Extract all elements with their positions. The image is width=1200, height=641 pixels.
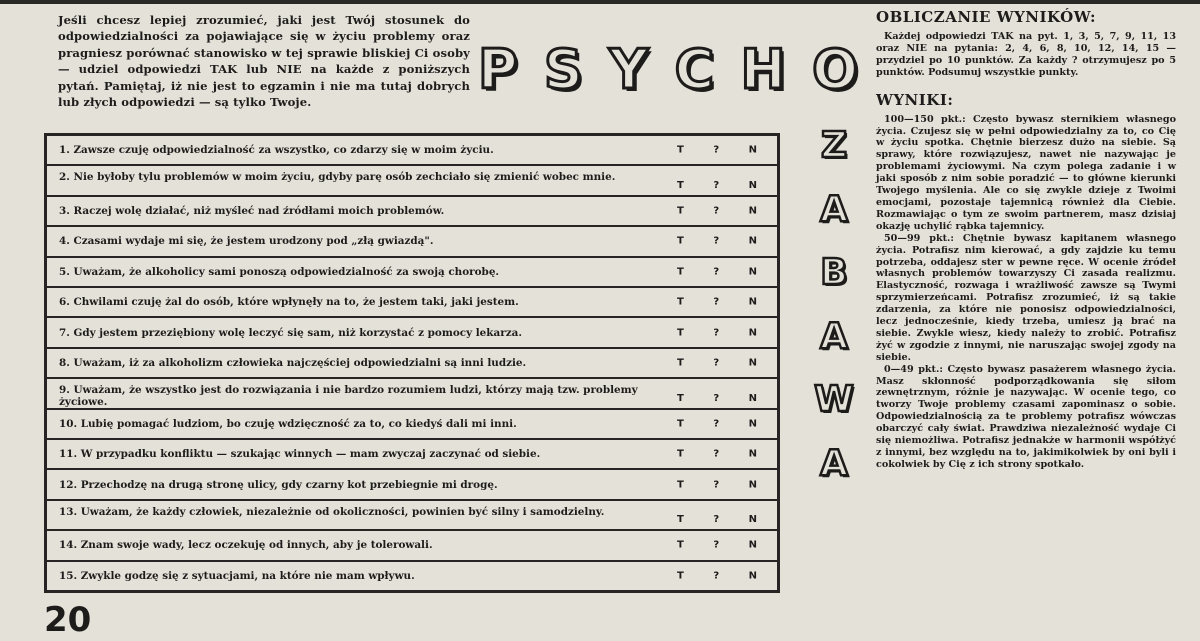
question-row (47, 164, 777, 194)
question-text: 14. Znam swoje wady, lecz oczekuję od innych, aby je tolerowali. (59, 539, 433, 552)
question-row (47, 468, 777, 498)
question-row (47, 195, 777, 225)
answer-options (677, 540, 757, 551)
answer-options (677, 266, 757, 277)
answer-options (677, 449, 757, 460)
question-row (47, 499, 777, 529)
answer-yes[interactable]: T (677, 327, 684, 339)
answer-unsure[interactable]: ? (713, 357, 720, 369)
answer-unsure[interactable]: ? (713, 235, 720, 247)
vertical-letter: A (820, 315, 848, 357)
question-row (47, 529, 777, 559)
question-text: 3. Raczej wolę działać, niż myśleć nad źródłami moich problemów. (59, 205, 445, 218)
answer-unsure[interactable]: ? (713, 296, 720, 308)
question-text: 15. Zwykle godzę się z sytuacjami, na które nie mam wpływu. (59, 569, 415, 582)
scoring-heading: OBLICZANIE WYNIKÓW: (876, 8, 1097, 26)
answer-no[interactable]: N (748, 514, 757, 526)
title-letter: Y (609, 38, 649, 101)
answer-yes[interactable]: T (677, 570, 684, 582)
question-text: 12. Przechodzę na drugą stronę ulicy, gdy czarny kot przebiegnie mi drogę. (59, 478, 498, 491)
answer-no[interactable]: N (748, 205, 757, 217)
title-letter: H (740, 38, 786, 101)
answer-yes[interactable]: T (677, 514, 684, 526)
answer-unsure[interactable]: ? (713, 448, 720, 460)
answer-no[interactable]: N (748, 327, 757, 339)
answer-unsure[interactable]: ? (713, 418, 720, 430)
answer-unsure[interactable]: ? (713, 539, 720, 551)
answer-options (677, 418, 757, 429)
answer-options (677, 570, 757, 581)
question-row (47, 438, 777, 468)
answer-no[interactable]: N (748, 357, 757, 369)
zabawa-vertical-title (812, 125, 856, 485)
answer-options (677, 327, 757, 338)
question-text: 2. Nie byłoby tylu problemów w moim życiu, gdyby parę osób zechciało się zmienić wobec mnie. (59, 171, 616, 184)
answer-options (677, 206, 757, 217)
title-letter: S (543, 38, 583, 101)
question-row (47, 347, 777, 377)
answer-yes[interactable]: T (677, 179, 684, 191)
answer-no[interactable]: N (748, 479, 757, 491)
answer-yes[interactable]: T (677, 144, 684, 156)
title-letter: O (812, 38, 858, 101)
vertical-letter: A (820, 188, 848, 230)
answer-no[interactable]: N (748, 539, 757, 551)
answer-options (677, 297, 757, 308)
answer-yes[interactable]: T (677, 235, 684, 247)
answer-options (677, 180, 757, 191)
vertical-letter: Z (820, 125, 848, 166)
question-row (47, 560, 777, 590)
question-text: 8. Uważam, iż za alkoholizm człowieka najczęściej odpowiedzialni są inni ludzie. (59, 357, 527, 370)
answer-yes[interactable]: T (677, 392, 684, 404)
answer-yes[interactable]: T (677, 418, 684, 430)
question-text: 10. Lubię pomagać ludziom, bo czuję wdzięczność za to, co kiedyś dali mi inni. (59, 417, 517, 430)
answer-options (677, 145, 757, 156)
question-text: 7. Gdy jestem przeziębiony wolę leczyć się sam, niż korzystać z pomocy lekarza. (59, 326, 522, 339)
answer-yes[interactable]: T (677, 479, 684, 491)
answer-unsure[interactable]: ? (713, 327, 720, 339)
answer-yes[interactable]: T (677, 448, 684, 460)
title-letter: C (674, 38, 715, 101)
question-text: 11. W przypadku konfliktu — szukając winnych — mam zwyczaj zaczynać od siebie. (59, 448, 541, 461)
results-heading: WYNIKI: (876, 90, 954, 109)
title-letter: P (478, 38, 518, 101)
answer-no[interactable]: N (748, 392, 757, 404)
question-row (47, 256, 777, 286)
answer-no[interactable]: N (748, 570, 757, 582)
answer-yes[interactable]: T (677, 205, 684, 217)
answer-unsure[interactable]: ? (713, 392, 720, 404)
questionnaire-table (44, 133, 780, 593)
results-text (876, 114, 1176, 471)
vertical-letter: B (820, 252, 848, 294)
question-row (47, 377, 777, 407)
result-paragraph-high: 100—150 pkt.: Często bywasz sternikiem własnego życia. Czujesz się w pełni odpowiedzialny za to, co Cię w życiu spotka. Chętnie bierzesz dużo na siebie. Są sprawy, które rozwiązujesz, nawet nie nazywając je problemami życiowymi. Na czym polega zadanie i w jaki sposób z nim sobie poradzić — to główne kierunki Twojego myślenia. Ale co się zwykle dzieje z Twoimi emocjami, pozostaje tajemnicą również dla Ciebie. Rozmawiając o tym ze swoim partnerem, masz dzisiaj okazję uchylić rąbka tajemnicy. (876, 113, 1176, 232)
question-text: 5. Uważam, że alkoholicy sami ponoszą odpowiedzialność za swoją chorobę. (59, 265, 500, 278)
answer-options (677, 393, 757, 404)
answer-unsure[interactable]: ? (713, 266, 720, 278)
answer-unsure[interactable]: ? (713, 479, 720, 491)
question-row (47, 286, 777, 316)
answer-options (677, 358, 757, 369)
answer-unsure[interactable]: ? (713, 144, 720, 156)
answer-no[interactable]: N (748, 296, 757, 308)
answer-yes[interactable]: T (677, 539, 684, 551)
question-row (47, 136, 777, 164)
question-text: 13. Uważam, że każdy człowiek, niezależnie od okoliczności, powinien być silny i samodzielny. (59, 505, 605, 518)
question-text: 9. Uważam, że wszystko jest do rozwiązania i nie bardzo rozumiem ludzi, którzy mają tzw. problemy życiowe. (59, 384, 638, 409)
scoring-column (876, 8, 1176, 471)
intro-text: Jeśli chcesz lepiej zrozumieć, jaki jest Twój stosunek do odpowiedzialności za pojawiające się w życiu problemy oraz pragniesz porównać stanowisko w tej sprawie bliskiej Ci osoby — udziel odpowiedzi TAK lub NIE na każde z poniższych pytań. Pamiętaj, iż nie jest to egzamin i nie ma tutaj dobrych lub złych odpowiedzi — są tylko Twoje. (58, 13, 470, 110)
question-text: 1. Zawsze czuję odpowiedzialność za wszystko, co zdarzy się w moim życiu. (59, 144, 494, 157)
top-rule (0, 0, 1200, 4)
answer-unsure[interactable]: ? (713, 570, 720, 582)
answer-unsure[interactable]: ? (713, 205, 720, 217)
answer-yes[interactable]: T (677, 357, 684, 369)
answer-yes[interactable]: T (677, 296, 684, 308)
answer-no[interactable]: N (748, 235, 757, 247)
answer-options (677, 479, 757, 490)
answer-no[interactable]: N (748, 144, 757, 156)
question-row (47, 316, 777, 346)
answer-unsure[interactable]: ? (713, 179, 720, 191)
answer-no[interactable]: N (748, 418, 757, 430)
result-paragraph-low: 0—49 pkt.: Często bywasz pasażerem własnego życia. Masz skłonność podporządkowania się siłom zewnętrznym, różnie je nazywając. W ocenie tego, co tworzy Twoje problemy czasami zapominasz o sobie. Odpowiedzialnością za te problemy potrafisz wówczas obarczyć cały świat. Prawdziwa niezależność wydaje Ci się niemożliwa. Potrafisz jednakże w harmonii współżyć z innymi, bez względu na to, jakimikolwiek by oni byli i cokolwiek by Cię z ich strony spotkało. (876, 363, 1176, 470)
answer-options (677, 236, 757, 247)
scoring-paragraph: Każdej odpowiedzi TAK na pyt. 1, 3, 5, 7, 9, 11, 13 oraz NIE na pytania: 2, 4, 6, 8, 10, 12, 14, 15 — przydziel po 10 punktów. Za każdy ? otrzymujesz po 5 punktów. Podsumuj wszystkie punkty. (876, 31, 1176, 78)
answer-no[interactable]: N (748, 266, 757, 278)
vertical-letter: A (820, 442, 848, 484)
psycho-title (478, 40, 858, 104)
question-text: 4. Czasami wydaje mi się, że jestem urodzony pod „złą gwiazdą". (59, 235, 434, 248)
page-number: 20 (44, 600, 92, 640)
answer-no[interactable]: N (748, 179, 757, 191)
answer-options (677, 514, 757, 525)
answer-yes[interactable]: T (677, 266, 684, 278)
question-row (47, 225, 777, 255)
question-row (47, 408, 777, 438)
scoring-text (876, 31, 1176, 79)
answer-no[interactable]: N (748, 448, 757, 460)
question-text: 6. Chwilami czuję żal do osób, które wpłynęły na to, że jestem taki, jaki jestem. (59, 296, 519, 309)
vertical-letter: W (814, 379, 854, 421)
result-paragraph-mid: 50—99 pkt.: Chętnie bywasz kapitanem własnego życia. Potrafisz nim kierować, a gdy zajdzie ku temu potrzeba, oddajesz ster w pewne ręce. W ocenie źródeł własnych problemów towarzyszy Ci zasada realizmu. Elastyczność, rozwaga i wrażliwość zawsze są Twymi sprzymierzeńcami. Potrafisz zrozumieć, iż są takie zdarzenia, za które nie ponosisz odpowiedzialności, lecz jednocześnie, kiedy trzeba, umiesz ją brać na siebie. Zwykle wiesz, kiedy należy to zrobić. Potrafisz żyć w zgodzie z innymi, nie naruszając swojej zgody na siebie. (876, 232, 1176, 363)
answer-unsure[interactable]: ? (713, 514, 720, 526)
